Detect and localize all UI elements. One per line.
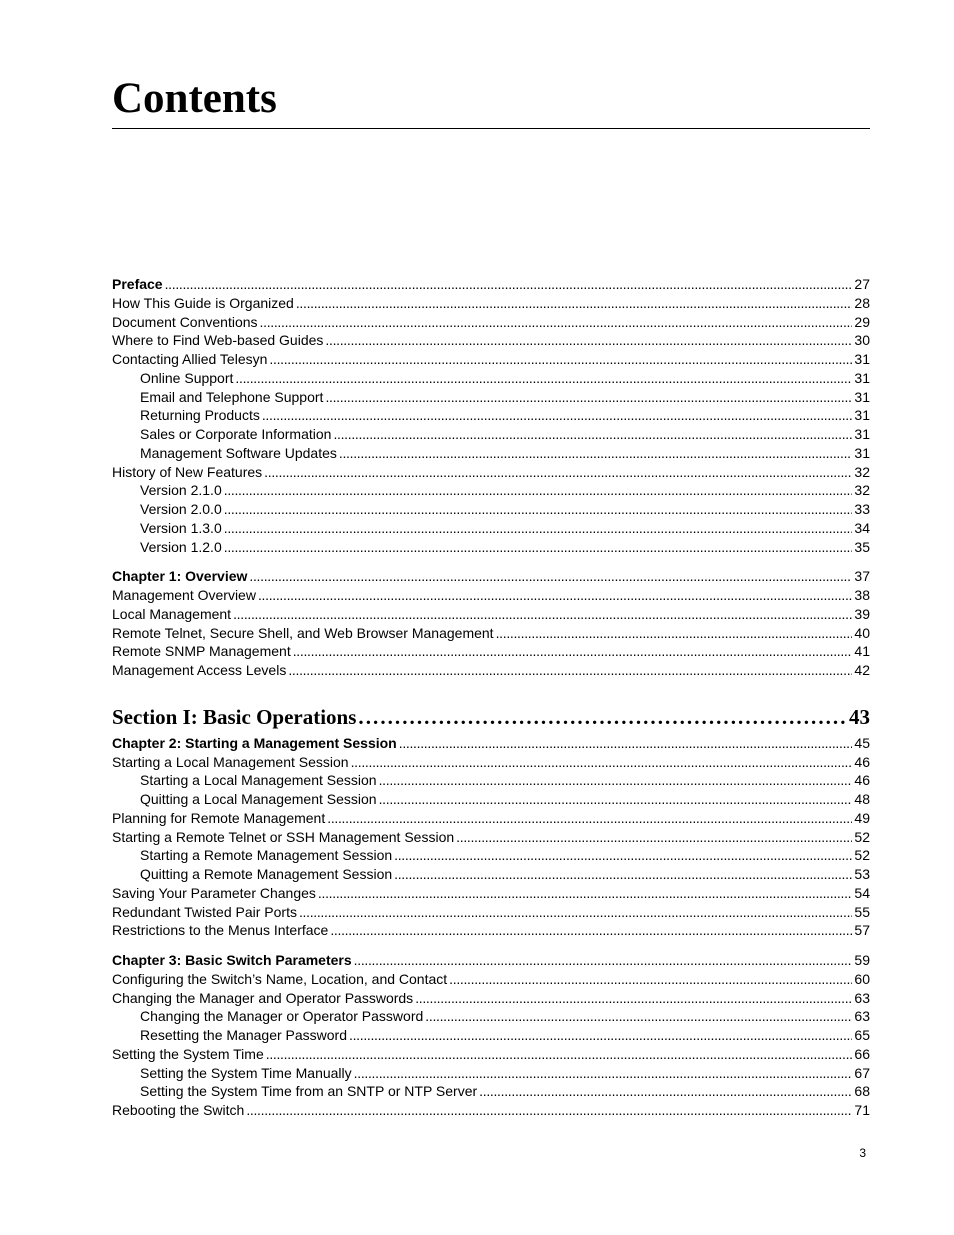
toc-entry-page-number: 37 [854,568,870,585]
toc-entry-page-number: 32 [854,463,870,480]
toc-entry[interactable] [112,1101,870,1120]
toc-entry-page-number: 33 [854,501,870,517]
toc-subentry[interactable] [112,771,870,790]
toc-entry[interactable] [112,350,870,369]
toc-entry-label: History of New Features [112,463,263,480]
toc-entry-label: Chapter 2: Starting a Management Session [112,734,397,751]
toc-subentry[interactable] [112,519,870,538]
toc-entry-page-number: 55 [854,903,870,920]
toc-entry[interactable] [112,331,870,350]
toc-subentry[interactable] [112,1026,870,1045]
toc-entry-label: Chapter 1: Overview [112,568,248,585]
toc-entry-label: Where to Find Web-based Guides [112,332,324,349]
toc-entry-page-number: 59 [854,952,870,968]
dot-leader [399,734,853,753]
toc-entry-label: Setting the System Time from an SNTP or NTP Server [140,1083,478,1100]
dot-leader [299,903,852,922]
toc-entry-label: Version 1.3.0 [140,519,222,536]
toc-entry-page-number: 63 [854,1008,870,1025]
toc-entry-page-number: 53 [854,866,870,882]
toc-entry-page-number: 32 [854,482,870,499]
toc-entry-label: Version 1.2.0 [140,538,222,555]
toc-entry-label: Preface [112,276,163,292]
toc-subentry[interactable] [112,500,870,519]
toc-entry-label: Online Support [140,369,234,386]
toc-chapter-entry[interactable] [112,734,870,753]
dot-leader [327,809,852,828]
toc-chapter-entry[interactable] [112,275,870,294]
toc-chapter-entry[interactable] [112,567,870,586]
toc-entry-label: Rebooting the Switch [112,1102,245,1118]
toc-entry-page-number: 67 [854,1064,870,1081]
dot-leader [325,331,852,350]
toc-entry-page-number: 65 [854,1027,870,1043]
toc-subentry[interactable] [112,444,870,463]
dot-leader [235,369,852,388]
toc-entry-page-number: 31 [854,407,870,424]
toc-entry-page-number: 46 [854,772,870,789]
toc-entry-label: Starting a Local Management Session [112,753,349,770]
toc-subentry[interactable] [112,369,870,388]
toc-entry-page-number: 29 [854,313,870,330]
toc-entry[interactable] [112,294,870,313]
toc-entry[interactable] [112,642,870,661]
toc-entry-label: How This Guide is Organized [112,294,294,311]
toc-subentry[interactable] [112,425,870,444]
toc-entry-label: Remote Telnet, Secure Shell, and Web Browser Management [112,624,494,641]
toc-entry[interactable] [112,661,870,680]
dot-leader [415,989,852,1008]
toc-entry-page-number: 52 [854,847,870,864]
toc-entry-label: Redundant Twisted Pair Ports [112,903,297,920]
toc-entry[interactable] [112,989,870,1008]
toc-entry-page-number: 31 [854,369,870,386]
toc-subentry[interactable] [112,388,870,407]
toc-entry-label: Changing the Manager and Operator Passwords [112,989,414,1006]
dot-leader [354,1064,853,1083]
dot-leader [351,753,853,772]
toc-entry-label: Setting the System Time Manually [140,1064,352,1081]
table-of-contents [112,275,870,1120]
title-rule [112,128,870,129]
dot-leader [349,1026,852,1045]
dot-leader [479,1082,852,1101]
dot-leader [264,463,852,482]
toc-entry-label: Quitting a Local Management Session [140,791,377,807]
toc-entry-label: Remote SNMP Management [112,643,291,660]
toc-entry-label: Management Software Updates [140,444,337,461]
dot-leader [496,624,853,643]
toc-entry[interactable] [112,970,870,989]
dot-leader [224,519,853,538]
toc-entry-label: Quitting a Remote Management Session [140,866,393,882]
toc-entry[interactable] [112,605,870,624]
toc-subentry[interactable] [112,538,870,557]
toc-entry-page-number: 39 [854,605,870,622]
toc-subentry[interactable] [112,1064,870,1083]
toc-entry-label: Local Management [112,605,232,622]
toc-entry[interactable] [112,1045,870,1064]
toc-chapter-entry[interactable] [112,951,870,970]
toc-entry[interactable] [112,809,870,828]
toc-entry-label: Section I: Basic Operations [112,704,357,729]
dot-leader [249,567,852,586]
dot-leader [330,921,852,940]
dot-leader [296,294,853,313]
dot-leader [246,1101,852,1120]
toc-entry-page-number: 38 [854,587,870,603]
toc-entry-label: Changing the Manager or Operator Password [140,1008,424,1025]
toc-entry-label: Contacting Allied Telesyn [112,351,268,367]
toc-entry-page-number: 48 [854,791,870,807]
dot-leader [394,846,852,865]
toc-entry-page-number: 40 [854,624,870,641]
toc-group-gap [112,556,870,567]
toc-entry-page-number: 28 [854,294,870,311]
dot-leader [358,700,847,734]
toc-entry-page-number: 31 [854,388,870,405]
toc-entry-page-number: 60 [854,970,870,987]
toc-subentry[interactable] [112,481,870,500]
toc-entry[interactable] [112,903,870,922]
dot-leader [224,538,853,557]
toc-entry-page-number: 30 [854,332,870,349]
toc-entry-label: Management Access Levels [112,662,287,678]
toc-entry-label: Starting a Local Management Session [140,772,377,789]
toc-entry-label: Starting a Remote Management Session [140,847,393,864]
toc-subentry[interactable] [112,846,870,865]
toc-entry[interactable] [112,828,870,847]
dot-leader [224,481,853,500]
toc-entry-page-number: 42 [854,662,870,678]
toc-entry-page-number: 68 [854,1083,870,1100]
dot-leader [339,444,853,463]
toc-subentry[interactable] [112,1082,870,1101]
page-title: Contents [112,75,277,122]
toc-entry-label: Management Overview [112,587,256,603]
toc-entry-label: Sales or Corporate Information [140,426,332,442]
dot-leader [394,865,852,884]
toc-entry-page-number: 43 [849,704,870,729]
toc-entry[interactable] [112,463,870,482]
dot-leader [318,884,853,903]
dot-leader [333,425,852,444]
dot-leader [456,828,852,847]
dot-leader [260,313,853,332]
toc-entry[interactable] [112,313,870,332]
dot-leader [425,1007,852,1026]
dot-leader [258,586,852,605]
toc-entry-page-number: 41 [854,643,870,660]
toc-entry-page-number: 49 [854,809,870,826]
toc-entry-label: Resetting the Manager Password [140,1027,347,1043]
toc-entry-label: Restrictions to the Menus Interface [112,922,329,939]
toc-subentry[interactable] [112,406,870,425]
toc-entry-label: Planning for Remote Management [112,809,326,826]
dot-leader [379,771,853,790]
dot-leader [288,661,852,680]
toc-entry-label: Configuring the Switch’s Name, Location, and Contact [112,970,448,987]
toc-entry-page-number: 31 [854,426,870,442]
toc-entry-label: Saving Your Parameter Changes [112,884,316,901]
toc-subentry[interactable] [112,1007,870,1026]
toc-subentry[interactable] [112,865,870,884]
dot-leader [165,275,853,294]
toc-entry-page-number: 27 [854,276,870,292]
toc-entry-page-number: 66 [854,1045,870,1062]
dot-leader [354,951,853,970]
toc-entry-label: Document Conventions [112,313,258,330]
toc-entry[interactable] [112,624,870,643]
toc-entry-page-number: 57 [854,922,870,939]
toc-group-gap [112,940,870,951]
toc-entry-page-number: 54 [854,884,870,901]
dot-leader [379,790,853,809]
toc-entry-label: Starting a Remote Telnet or SSH Management Session [112,828,455,845]
toc-subentry[interactable] [112,790,870,809]
toc-entry-page-number: 71 [854,1102,870,1118]
toc-entry-page-number: 46 [854,753,870,770]
toc-entry-label: Chapter 3: Basic Switch Parameters [112,952,352,968]
toc-entry-label: Version 2.0.0 [140,501,222,517]
dot-leader [233,605,852,624]
toc-entry-label: Setting the System Time [112,1045,264,1062]
dot-leader [224,500,853,519]
toc-entry[interactable] [112,753,870,772]
toc-entry-page-number: 63 [854,989,870,1006]
toc-entry-page-number: 35 [854,538,870,555]
dot-leader [266,1045,853,1064]
dot-leader [449,970,852,989]
toc-entry-label: Returning Products [140,407,260,424]
toc-entry-label: Email and Telephone Support [140,388,324,405]
toc-entry-page-number: 31 [854,351,870,367]
toc-entry-page-number: 52 [854,828,870,845]
toc-section-entry[interactable] [112,700,870,734]
toc-entry[interactable] [112,586,870,605]
dot-leader [262,406,853,425]
toc-entry-page-number: 31 [854,444,870,461]
dot-leader [293,642,853,661]
toc-entry[interactable] [112,884,870,903]
dot-leader [325,388,852,407]
dot-leader [269,350,852,369]
toc-entry-label: Version 2.1.0 [140,482,222,499]
toc-entry[interactable] [112,921,870,940]
toc-entry-page-number: 34 [854,519,870,536]
footer-page-number: 3 [859,1146,866,1160]
toc-entry-page-number: 45 [854,734,870,751]
